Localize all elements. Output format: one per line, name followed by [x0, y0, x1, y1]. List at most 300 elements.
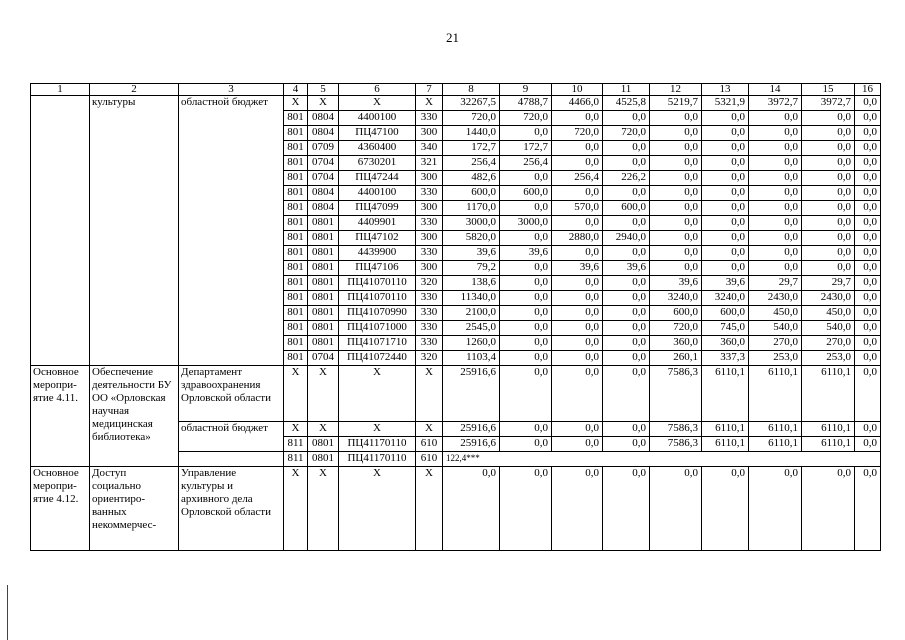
cell-col-13: 5321,9: [702, 96, 749, 111]
cell-col-10: 0,0: [552, 276, 603, 291]
cell-col-8: 720,0: [443, 111, 500, 126]
cell-col-16: 0,0: [855, 96, 881, 111]
cell-col-10: 0,0: [552, 156, 603, 171]
cell-col-7: 610: [416, 452, 443, 467]
cell-col-5: 0704: [308, 171, 339, 186]
cell-col-7: 330: [416, 306, 443, 321]
cell-col-7: 330: [416, 186, 443, 201]
cell-col-5: Х: [308, 467, 339, 551]
cell-col-14: 540,0: [749, 321, 802, 336]
cell-col-10: 2880,0: [552, 231, 603, 246]
column-number-9: 9: [500, 84, 552, 96]
cell-col-9: 0,0: [500, 366, 552, 422]
cell-col-10: 39,6: [552, 261, 603, 276]
table-row: [31, 366, 881, 422]
cell-col-6: ПЦ47102: [339, 231, 416, 246]
cell-col-14: 270,0: [749, 336, 802, 351]
cell-col-16: 0,0: [855, 467, 881, 551]
cell-col-15: 540,0: [802, 321, 855, 336]
cell-col-11: 0,0: [603, 351, 650, 366]
cell-col-15: 2430,0: [802, 291, 855, 306]
cell-col-5: Х: [308, 96, 339, 111]
cell-col-8: 2100,0: [443, 306, 500, 321]
cell-col-6: ПЦ41170110: [339, 437, 416, 452]
column-number-2: 2: [90, 84, 179, 96]
cell-col-15: 29,7: [802, 276, 855, 291]
cell-col-5: 0801: [308, 291, 339, 306]
cell-col-15: 6110,1: [802, 366, 855, 422]
cell-col-16: 0,0: [855, 321, 881, 336]
cell-col-12: 7586,3: [650, 366, 702, 422]
cell-col-11: 0,0: [603, 291, 650, 306]
cell-col-13: 337,3: [702, 351, 749, 366]
cell-col-16: 0,0: [855, 366, 881, 422]
cell-col-11: 39,6: [603, 261, 650, 276]
cell-col-12: 600,0: [650, 306, 702, 321]
cell-col-5: 0801: [308, 321, 339, 336]
cell-col-11: 0,0: [603, 422, 650, 437]
cell-col-5: 0804: [308, 111, 339, 126]
cell-col-15: 0,0: [802, 467, 855, 551]
cell-col-4: 801: [284, 261, 308, 276]
column-number-16: 16: [855, 84, 881, 96]
cell-col-6: Х: [339, 422, 416, 437]
cell-col-8: 79,2: [443, 261, 500, 276]
cell-col-14: 450,0: [749, 306, 802, 321]
cell-col-14: 0,0: [749, 156, 802, 171]
cell-col-12: 0,0: [650, 186, 702, 201]
table-row: [31, 467, 881, 551]
cell-col-5: Х: [308, 366, 339, 422]
cell-col-12: 360,0: [650, 336, 702, 351]
cell-col-4: 801: [284, 231, 308, 246]
cell-col-16: 0,0: [855, 231, 881, 246]
activity-name-cell: культуры: [90, 96, 179, 366]
cell-col-11: 0,0: [603, 306, 650, 321]
cell-col-5: 0801: [308, 452, 339, 467]
executor-cell: Департамент здравоохранения Орловской области: [179, 366, 284, 422]
cell-col-5: Х: [308, 422, 339, 437]
cell-col-6: ПЦ41070110: [339, 291, 416, 306]
cell-col-7: 330: [416, 321, 443, 336]
cell-col-14: 0,0: [749, 201, 802, 216]
cell-col-16: 0,0: [855, 437, 881, 452]
cell-col-5: 0801: [308, 231, 339, 246]
cell-col-8: 25916,6: [443, 366, 500, 422]
cell-col-4: Х: [284, 366, 308, 422]
cell-col-9: 0,0: [500, 437, 552, 452]
cell-col-14: 6110,1: [749, 422, 802, 437]
cell-col-15: 0,0: [802, 216, 855, 231]
funding-source-cell: областной бюджет: [179, 422, 284, 452]
cell-col-6: Х: [339, 366, 416, 422]
cell-col-7: 300: [416, 126, 443, 141]
cell-col-16: 0,0: [855, 351, 881, 366]
cell-col-5: 0801: [308, 261, 339, 276]
cell-col-10: 0,0: [552, 141, 603, 156]
cell-col-16: 0,0: [855, 336, 881, 351]
cell-col-8: 25916,6: [443, 437, 500, 452]
cell-col-12: 7586,3: [650, 437, 702, 452]
column-number-12: 12: [650, 84, 702, 96]
cell-col-6: 4409901: [339, 216, 416, 231]
cell-col-9: 720,0: [500, 111, 552, 126]
cell-col-9: 0,0: [500, 261, 552, 276]
cell-col-10: 0,0: [552, 422, 603, 437]
cell-col-9: 0,0: [500, 467, 552, 551]
cell-col-11: 0,0: [603, 186, 650, 201]
cell-col-13: 0,0: [702, 467, 749, 551]
cell-col-15: 0,0: [802, 141, 855, 156]
cell-col-16: 0,0: [855, 291, 881, 306]
cell-col-7: 330: [416, 336, 443, 351]
cell-col-12: 7586,3: [650, 422, 702, 437]
cell-col-4: 801: [284, 336, 308, 351]
cell-col-16: 0,0: [855, 246, 881, 261]
cell-col-4: 801: [284, 171, 308, 186]
column-number-7: 7: [416, 84, 443, 96]
cell-col-13: 0,0: [702, 111, 749, 126]
column-number-10: 10: [552, 84, 603, 96]
cell-col-10: 4466,0: [552, 96, 603, 111]
cell-col-6: 4400100: [339, 111, 416, 126]
cell-col-13: 0,0: [702, 186, 749, 201]
cell-col-13: 0,0: [702, 141, 749, 156]
cell-col-9: 4788,7: [500, 96, 552, 111]
cell-col-14: 0,0: [749, 171, 802, 186]
column-number-1: 1: [31, 84, 90, 96]
cell-col-13: 0,0: [702, 156, 749, 171]
cell-col-12: 3240,0: [650, 291, 702, 306]
cell-col-4: 801: [284, 111, 308, 126]
cell-col-16: 0,0: [855, 276, 881, 291]
cell-col-13: 6110,1: [702, 437, 749, 452]
cell-col-12: 720,0: [650, 321, 702, 336]
cell-col-13: 0,0: [702, 231, 749, 246]
cell-col-14: 0,0: [749, 231, 802, 246]
cell-col-9: 3000,0: [500, 216, 552, 231]
cell-col-8: 1440,0: [443, 126, 500, 141]
cell-col-10: 0,0: [552, 306, 603, 321]
cell-col-11: 0,0: [603, 437, 650, 452]
cell-col-12: 0,0: [650, 141, 702, 156]
cell-col-13: 0,0: [702, 261, 749, 276]
cell-col-7: 300: [416, 171, 443, 186]
cell-col-11: 600,0: [603, 201, 650, 216]
cell-col-4: 801: [284, 216, 308, 231]
cell-col-10: 0,0: [552, 336, 603, 351]
column-number-5: 5: [308, 84, 339, 96]
cell-col-9: 0,0: [500, 171, 552, 186]
cell-col-6: ПЦ47106: [339, 261, 416, 276]
cell-col-14: 253,0: [749, 351, 802, 366]
cell-col-5: 0801: [308, 336, 339, 351]
cell-col-9: 0,0: [500, 321, 552, 336]
cell-col-14: 0,0: [749, 467, 802, 551]
cell-col-13: 6110,1: [702, 422, 749, 437]
cell-col-16: 0,0: [855, 171, 881, 186]
cell-col-10: 720,0: [552, 126, 603, 141]
cell-col-6: 4400100: [339, 186, 416, 201]
cell-col-14: 3972,7: [749, 96, 802, 111]
cell-col-9: 0,0: [500, 336, 552, 351]
cell-col-12: 260,1: [650, 351, 702, 366]
cell-col-13: 0,0: [702, 171, 749, 186]
cell-col-5: 0704: [308, 156, 339, 171]
cell-col-11: 0,0: [603, 321, 650, 336]
cell-col-6: 4360400: [339, 141, 416, 156]
cell-col-7: Х: [416, 422, 443, 437]
cell-col-13: 0,0: [702, 246, 749, 261]
cell-col-10: 0,0: [552, 216, 603, 231]
cell-col-8: 1103,4: [443, 351, 500, 366]
cell-col-8: 39,6: [443, 246, 500, 261]
cell-col-14: 6110,1: [749, 366, 802, 422]
cell-col-8: 172,7: [443, 141, 500, 156]
cell-col-6: ПЦ41170110: [339, 452, 416, 467]
cell-col-10: 0,0: [552, 366, 603, 422]
table-row: [31, 96, 881, 111]
cell-col-8: 482,6: [443, 171, 500, 186]
cell-col-4: Х: [284, 96, 308, 111]
cell-col-7: 330: [416, 216, 443, 231]
cell-col-10: 0,0: [552, 321, 603, 336]
column-number-8: 8: [443, 84, 500, 96]
cell-col-9: 0,0: [500, 291, 552, 306]
column-number-row: [31, 84, 881, 96]
cell-col-7: 300: [416, 261, 443, 276]
cell-col-15: 270,0: [802, 336, 855, 351]
cell-col-11: 0,0: [603, 111, 650, 126]
cell-col-15: 450,0: [802, 306, 855, 321]
cell-col-13: 600,0: [702, 306, 749, 321]
cell-col-16: 0,0: [855, 186, 881, 201]
cell-col-15: 0,0: [802, 171, 855, 186]
cell-col-11: 2940,0: [603, 231, 650, 246]
cell-col-4: 801: [284, 276, 308, 291]
cell-col-12: 39,6: [650, 276, 702, 291]
cell-col-6: Х: [339, 467, 416, 551]
cell-col-15: 0,0: [802, 186, 855, 201]
cell-col-15: 0,0: [802, 111, 855, 126]
cell-col-4: 801: [284, 291, 308, 306]
cell-col-9: 600,0: [500, 186, 552, 201]
column-number-14: 14: [749, 84, 802, 96]
column-number-11: 11: [603, 84, 650, 96]
cell-col-6: ПЦ41070990: [339, 306, 416, 321]
funding-source-cell: областной бюджет: [179, 96, 284, 366]
cell-col-6: Х: [339, 96, 416, 111]
cell-col-15: 0,0: [802, 261, 855, 276]
column-number-13: 13: [702, 84, 749, 96]
cell-col-5: 0804: [308, 186, 339, 201]
cell-col-9: 256,4: [500, 156, 552, 171]
cell-col-6: ПЦ41072440: [339, 351, 416, 366]
cell-col-11: 720,0: [603, 126, 650, 141]
cell-col-13: 0,0: [702, 216, 749, 231]
cell-col-4: 801: [284, 246, 308, 261]
cell-col-12: 0,0: [650, 126, 702, 141]
cell-col-7: 300: [416, 201, 443, 216]
cell-col-11: 0,0: [603, 246, 650, 261]
cell-col-8: 600,0: [443, 186, 500, 201]
column-number-3: 3: [179, 84, 284, 96]
cell-col-8: 25916,6: [443, 422, 500, 437]
cell-col-11: 0,0: [603, 467, 650, 551]
cell-col-8: 5820,0: [443, 231, 500, 246]
cell-col-11: 0,0: [603, 366, 650, 422]
cell-col-6: ПЦ47244: [339, 171, 416, 186]
cell-col-6: ПЦ41071000: [339, 321, 416, 336]
cell-col-4: 811: [284, 437, 308, 452]
cell-col-10: 0,0: [552, 351, 603, 366]
cell-col-4: Х: [284, 422, 308, 437]
cell-col-11: 0,0: [603, 216, 650, 231]
cell-col-14: 2430,0: [749, 291, 802, 306]
cell-col-5: 0801: [308, 216, 339, 231]
cell-col-16: 0,0: [855, 111, 881, 126]
cell-col-7: 320: [416, 351, 443, 366]
cell-col-13: 39,6: [702, 276, 749, 291]
cell-col-8: 11340,0: [443, 291, 500, 306]
cell-col-10: 0,0: [552, 437, 603, 452]
cell-col-7: Х: [416, 366, 443, 422]
cell-col-12: 0,0: [650, 216, 702, 231]
cell-col-5: 0801: [308, 246, 339, 261]
cell-col-11: 0,0: [603, 141, 650, 156]
cell-col-14: 0,0: [749, 186, 802, 201]
cell-col-5: 0801: [308, 306, 339, 321]
footnote-cell: 122,4***: [443, 452, 881, 467]
cell-col-5: 0801: [308, 437, 339, 452]
cell-col-15: 3972,7: [802, 96, 855, 111]
budget-table: [30, 83, 881, 551]
cell-col-7: 610: [416, 437, 443, 452]
cell-col-7: 300: [416, 231, 443, 246]
cell-col-8: 0,0: [443, 467, 500, 551]
column-number-6: 6: [339, 84, 416, 96]
cell-col-16: 0,0: [855, 261, 881, 276]
cell-col-10: 0,0: [552, 291, 603, 306]
cell-col-13: 745,0: [702, 321, 749, 336]
cell-col-8: 1170,0: [443, 201, 500, 216]
cell-col-9: 0,0: [500, 306, 552, 321]
cell-col-12: 0,0: [650, 261, 702, 276]
cell-col-15: 0,0: [802, 156, 855, 171]
cell-col-4: 801: [284, 126, 308, 141]
cell-col-14: 0,0: [749, 141, 802, 156]
cell-col-11: 0,0: [603, 276, 650, 291]
activity-name-cell: Обеспечение деятельности БУ ОО «Орловская научная медицинская библиотека»: [90, 366, 179, 467]
cell-col-7: 321: [416, 156, 443, 171]
column-number-4: 4: [284, 84, 308, 96]
cell-col-4: 811: [284, 452, 308, 467]
cell-col-9: 0,0: [500, 276, 552, 291]
cell-col-8: 3000,0: [443, 216, 500, 231]
cell-col-15: 6110,1: [802, 422, 855, 437]
cell-col-14: 0,0: [749, 261, 802, 276]
cell-col-7: 330: [416, 246, 443, 261]
cell-col-4: 801: [284, 156, 308, 171]
cell-col-4: Х: [284, 467, 308, 551]
cell-col-13: 360,0: [702, 336, 749, 351]
cell-col-13: 3240,0: [702, 291, 749, 306]
cell-col-12: 0,0: [650, 201, 702, 216]
cell-col-6: ПЦ47100: [339, 126, 416, 141]
page-number: 21: [446, 30, 459, 45]
cell-col-16: 0,0: [855, 156, 881, 171]
cell-col-6: 6730201: [339, 156, 416, 171]
cell-col-10: 0,0: [552, 246, 603, 261]
cell-col-14: 0,0: [749, 246, 802, 261]
cell-col-5: 0804: [308, 126, 339, 141]
cell-col-16: 0,0: [855, 126, 881, 141]
cell-col-9: 0,0: [500, 201, 552, 216]
cell-col-14: 6110,1: [749, 437, 802, 452]
cell-col-7: 330: [416, 291, 443, 306]
cell-col-14: 29,7: [749, 276, 802, 291]
cell-col-14: 0,0: [749, 111, 802, 126]
cell-col-4: 801: [284, 321, 308, 336]
activity-cell: Основное меропри-ятие 4.12.: [31, 467, 90, 551]
cell-col-15: 0,0: [802, 126, 855, 141]
cell-col-10: 256,4: [552, 171, 603, 186]
cell-col-7: Х: [416, 467, 443, 551]
table-body: [31, 96, 881, 551]
cell-col-9: 39,6: [500, 246, 552, 261]
activity-cell: Основное меропри-ятие 4.11.: [31, 366, 90, 467]
cell-col-8: 32267,5: [443, 96, 500, 111]
cell-col-5: 0801: [308, 276, 339, 291]
cell-col-7: Х: [416, 96, 443, 111]
cell-col-15: 6110,1: [802, 437, 855, 452]
cell-col-14: 0,0: [749, 216, 802, 231]
cell-col-4: 801: [284, 141, 308, 156]
cell-col-6: 4439900: [339, 246, 416, 261]
cell-col-9: 0,0: [500, 126, 552, 141]
cell-col-8: 2545,0: [443, 321, 500, 336]
cell-col-15: 0,0: [802, 246, 855, 261]
activity-name-cell: Доступ социально ориентиро-ванных некоммерчес-: [90, 467, 179, 551]
cell-col-11: 0,0: [603, 336, 650, 351]
cell-col-10: 0,0: [552, 186, 603, 201]
cell-col-9: 0,0: [500, 351, 552, 366]
cell-col-12: 0,0: [650, 171, 702, 186]
cell-col-5: 0709: [308, 141, 339, 156]
cell-col-12: 0,0: [650, 111, 702, 126]
cell-col-8: 1260,0: [443, 336, 500, 351]
cell-col-6: ПЦ41071710: [339, 336, 416, 351]
cell-col-9: 0,0: [500, 231, 552, 246]
cell-col-7: 320: [416, 276, 443, 291]
cell-col-6: ПЦ47099: [339, 201, 416, 216]
cell-col-8: 138,6: [443, 276, 500, 291]
cell-col-5: 0804: [308, 201, 339, 216]
cell-col-4: 801: [284, 306, 308, 321]
cell-col-12: 0,0: [650, 231, 702, 246]
cell-col-12: 0,0: [650, 246, 702, 261]
cell-col-10: 570,0: [552, 201, 603, 216]
executor-cell: Управление культуры и архивного дела Орловской области: [179, 467, 284, 551]
cell-col-16: 0,0: [855, 306, 881, 321]
cell-col-12: 0,0: [650, 156, 702, 171]
cell-col-12: 0,0: [650, 467, 702, 551]
cell-col-9: 0,0: [500, 422, 552, 437]
cell-col-11: 226,2: [603, 171, 650, 186]
column-number-15: 15: [802, 84, 855, 96]
cell-col-15: 0,0: [802, 201, 855, 216]
cell-col-8: 256,4: [443, 156, 500, 171]
